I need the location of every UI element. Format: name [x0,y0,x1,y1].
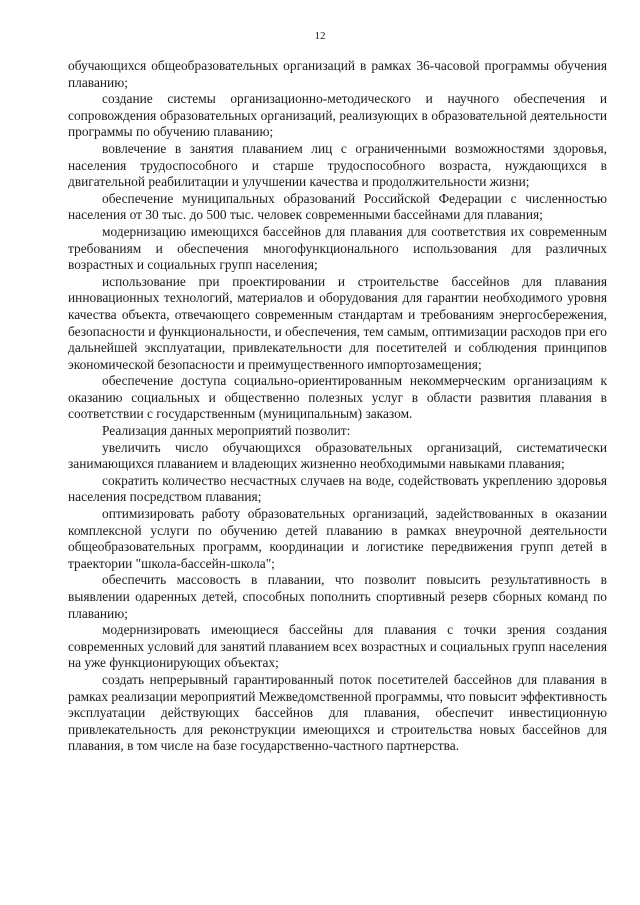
document-body [68,58,607,755]
paragraph: увеличить число обучающихся образовательных организаций, систематически занимающихся плаванием и владеющих жизненно необходимыми навыками плавания; [68,439,607,472]
paragraph: обеспечение муниципальных образований Российской Федерации с численностью населения от 30 тыс. до 500 тыс. человек современными бассейнами для плавания; [68,190,607,223]
paragraph: обучающихся общеобразовательных организаций в рамках 36-часовой программы обучения плаванию; [68,58,607,90]
paragraph: обеспечение доступа социально-ориентированным некоммерческим организациям к оказанию социальных и общественно полезных услуг в области развития плавания в соответствии с государственным (муниципальным) заказом. [68,373,607,422]
page-number: 12 [314,30,326,42]
paragraph: обеспечить массовость в плавании, что позволит повысить результативность в выявлении одаренных детей, способных пополнить спортивный резерв сборных команд по плаванию; [68,572,607,621]
paragraph: оптимизировать работу образовательных организаций, задействованных в оказании комплексной услуги по обучению детей плаванию в рамках внеурочной деятельности общеобразовательных программ, координации и логистике передвижения групп детей в траектории "школа-бассейн-школа"; [68,506,607,571]
paragraph: Реализация данных мероприятий позволит: [102,423,351,439]
paragraph: сократить количество несчастных случаев на воде, содействовать укреплению здоровья населения посредством плавания; [68,472,607,505]
paragraph: использование при проектировании и строительстве бассейнов для плавания инновационных технологий, материалов и оборудования для гарантии необходимого уровня качества объекта, отвечающего современным стандартам и требованиям энергосбережения, безопасности и функциональности, и обеспечения, тем самым, оптимизации расходов при его дальнейшей эксплуатации, привлекательности для посетителей и соблюдения принципов экономической безопасности и преимущественного импортозамещения; [68,273,607,372]
paragraph: модернизацию имеющихся бассейнов для плавания для соответствия их современным требованиям и обеспечения многофункционального использования для различных возрастных и социальных групп населения; [68,223,607,273]
paragraph: создать непрерывный гарантированный поток посетителей бассейнов для плавания в рамках реализации мероприятий Межведомственной программы, что повысит эффективность эксплуатации действующих бассейнов для плавания, обеспечит инвестиционную привлекательность для реконструкции имеющихся и строительства новых бассейнов для плавания, в том числе на базе государственно-частного партнерства. [68,671,607,754]
paragraph: модернизировать имеющиеся бассейны для плавания с точки зрения создания современных условий для занятий плаванием всех возрастных и социальных групп населения на уже функционирующих объектах; [68,622,607,671]
paragraph: вовлечение в занятия плаванием лиц с ограниченными возможностями здоровья, населения трудоспособного и старше трудоспособного возраста, нуждающихся в двигательной реабилитации и улучшении качества и продолжительности жизни; [68,140,607,190]
paragraph: создание системы организационно-методического и научного обеспечения и сопровождения образовательных организаций, реализующих в образовательной деятельности программы по обучению плаванию; [68,91,607,140]
